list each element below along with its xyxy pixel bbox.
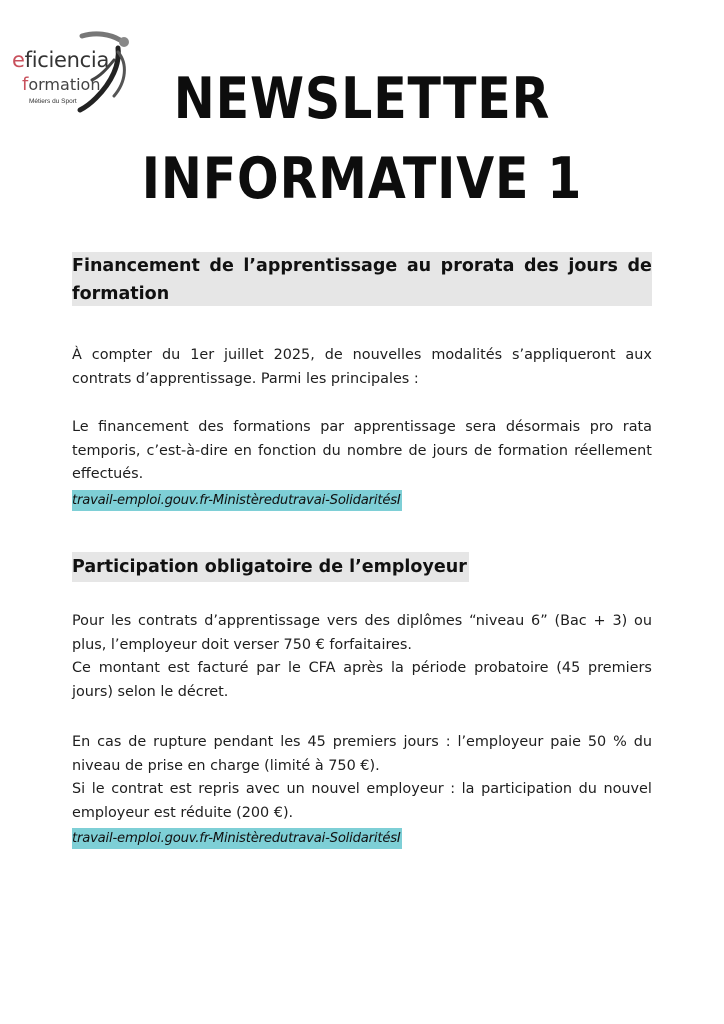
- p2-line1: [72, 731, 652, 755]
- word: désormais: [505, 419, 581, 435]
- word: rupture: [153, 734, 207, 750]
- word: le: [91, 781, 105, 797]
- word: formations: [233, 419, 311, 435]
- word: 45: [307, 734, 326, 750]
- word: c’est-à-dire: [146, 442, 228, 459]
- page-title-line1: NEWSLETTER: [173, 66, 551, 132]
- word: +: [593, 613, 606, 629]
- word: nouvel: [311, 781, 360, 797]
- word: premiers: [588, 660, 652, 676]
- word: cas: [97, 734, 122, 750]
- logo-brand-line2: formation: [22, 74, 101, 95]
- word: nombre: [346, 442, 403, 459]
- p1-line4: jours) selon le décret.: [72, 683, 229, 700]
- word: (Bac: [554, 613, 587, 629]
- heading-word: au: [406, 256, 432, 276]
- heading-word: Financement: [72, 256, 200, 276]
- word: avec: [245, 781, 280, 797]
- word: CFA: [308, 660, 336, 676]
- word: par: [320, 419, 345, 435]
- section2-paragraph1: [72, 610, 652, 704]
- word: (45: [556, 660, 581, 676]
- body-line2: [72, 440, 652, 464]
- word: employeur: [366, 781, 444, 797]
- word: l’employeur: [457, 734, 544, 750]
- word: “niveau: [469, 613, 525, 629]
- word: financement: [98, 419, 189, 435]
- word: 1er: [190, 347, 215, 363]
- section1-source-link[interactable]: travail-emploi.gouv.fr-Ministèredutravai-SolidaritésI: [72, 490, 402, 511]
- word: :: [445, 734, 451, 750]
- word: de: [473, 442, 492, 459]
- p2-line4: employeur est réduite (200 €).: [72, 804, 294, 821]
- heading-word: de: [627, 256, 652, 276]
- word: En: [72, 734, 91, 750]
- page-title-line2: INFORMATIVE 1: [141, 146, 583, 212]
- section1-heading-line1: [72, 252, 652, 280]
- word: s’appliqueront: [512, 347, 616, 363]
- intro-line1: [72, 344, 652, 368]
- word: contrat: [111, 781, 164, 797]
- word: des: [364, 613, 390, 629]
- word: fonction: [257, 442, 317, 459]
- word: probatoire: [474, 660, 549, 676]
- word: de: [324, 347, 343, 363]
- heading-word: jours: [568, 256, 618, 276]
- word: juillet: [224, 347, 264, 363]
- word: formation: [498, 442, 568, 459]
- word: Si: [72, 781, 86, 797]
- word: apprentissage: [353, 419, 456, 435]
- word: sera: [465, 419, 497, 435]
- word: :: [450, 781, 456, 797]
- section1-body: [72, 416, 652, 487]
- word: 50: [587, 734, 607, 750]
- word: de: [128, 734, 147, 750]
- word: la: [461, 781, 475, 797]
- word: 6”: [531, 613, 548, 629]
- word: réellement: [574, 442, 652, 459]
- word: temporis,: [72, 442, 141, 459]
- p2-line3: [72, 778, 652, 802]
- word: est: [169, 781, 192, 797]
- p1-line1: [72, 610, 652, 634]
- word: un: [286, 781, 305, 797]
- section1-heading: [72, 252, 652, 306]
- section2-source-link[interactable]: travail-emploi.gouv.fr-Ministèredutravai-SolidaritésI: [72, 828, 402, 849]
- word: est: [167, 660, 190, 676]
- word: pro: [589, 419, 614, 435]
- word: Le: [72, 419, 89, 435]
- word: diplômes: [396, 613, 463, 629]
- word: Pour: [72, 613, 105, 629]
- word: par: [256, 660, 281, 676]
- logo-tagline: Métiers du Sport: [29, 98, 77, 105]
- word: du: [578, 781, 597, 797]
- heading-word: des: [524, 256, 559, 276]
- word: 3): [612, 613, 628, 629]
- word: pendant: [213, 734, 274, 750]
- word: après: [343, 660, 384, 676]
- section2-heading: Participation obligatoire de l’employeur: [72, 552, 469, 582]
- section1-intro: [72, 344, 652, 391]
- word: jours: [403, 734, 439, 750]
- word: en: [233, 442, 252, 459]
- word: du: [162, 347, 181, 363]
- word: nouvel: [603, 781, 652, 797]
- word: paie: [550, 734, 581, 750]
- p1-line3: [72, 657, 652, 681]
- section1-heading-line2: formation: [72, 284, 170, 304]
- word: contrats: [138, 613, 198, 629]
- word: du: [322, 442, 341, 459]
- heading-word: de: [209, 256, 234, 276]
- body-line1: [72, 416, 652, 440]
- word: repris: [198, 781, 240, 797]
- p1-line2: plus, l’employeur doit verser 750 € forfaitaires.: [72, 636, 412, 653]
- word: d’apprentissage: [204, 613, 321, 629]
- word: jours: [432, 442, 468, 459]
- word: le: [287, 660, 301, 676]
- word: aux: [625, 347, 652, 363]
- body-line3: effectués.: [72, 466, 144, 482]
- word: des: [198, 419, 224, 435]
- word: À: [72, 347, 82, 363]
- word: les: [280, 734, 301, 750]
- word: participation: [481, 781, 573, 797]
- section2-paragraph2: [72, 731, 652, 825]
- word: les: [110, 613, 132, 629]
- word: %: [613, 734, 627, 750]
- p2-line2: niveau de prise en charge (limité à 750 €).: [72, 757, 380, 774]
- word: vers: [326, 613, 358, 629]
- word: ou: [634, 613, 652, 629]
- word: de: [408, 442, 427, 459]
- word: compter: [91, 347, 153, 363]
- heading-word: l’apprentissage: [243, 256, 398, 276]
- brand-logo: [8, 30, 133, 115]
- word: nouvelles: [352, 347, 422, 363]
- heading-word: prorata: [440, 256, 515, 276]
- intro-line2: contrats d’apprentissage. Parmi les principales :: [72, 370, 419, 387]
- word: montant: [98, 660, 160, 676]
- word: du: [633, 734, 652, 750]
- word: Ce: [72, 660, 91, 676]
- word: période: [411, 660, 467, 676]
- word: 2025,: [273, 347, 315, 363]
- word: modalités: [431, 347, 503, 363]
- logo-brand-line1: eficiencia: [12, 48, 110, 72]
- word: premiers: [332, 734, 397, 750]
- word: la: [390, 660, 404, 676]
- word: facturé: [197, 660, 249, 676]
- word: rata: [622, 419, 652, 435]
